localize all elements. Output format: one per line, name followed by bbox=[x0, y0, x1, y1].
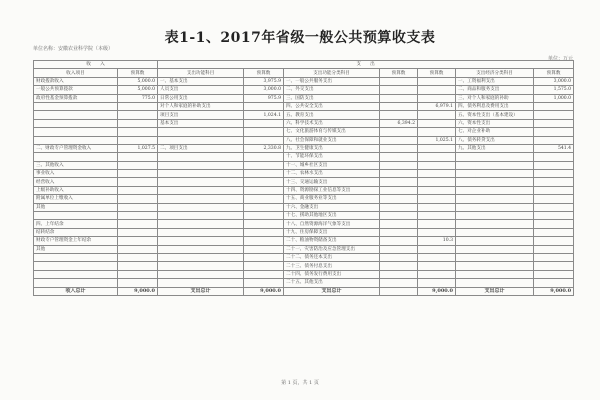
table-cell bbox=[118, 270, 158, 278]
table-cell bbox=[34, 279, 118, 287]
table-cell bbox=[244, 253, 284, 261]
table-cell: 541.4 bbox=[534, 144, 574, 152]
table-cell bbox=[118, 253, 158, 261]
table-cell bbox=[380, 203, 418, 211]
table-cell: 10.3 bbox=[418, 237, 456, 245]
table-cell: 四、债务利息及费用支出 bbox=[456, 102, 534, 110]
table-row bbox=[34, 144, 574, 152]
table-cell bbox=[380, 102, 418, 110]
table-cell: 七、对企业补助 bbox=[456, 128, 534, 136]
table-cell bbox=[244, 153, 284, 161]
col-exp-func-budget-2: 预算数 bbox=[418, 69, 456, 77]
table-cell: 二十二、债务还本支出 bbox=[284, 253, 380, 261]
table-cell bbox=[118, 195, 158, 203]
table-cell: 975.9 bbox=[244, 94, 284, 102]
table-cell bbox=[118, 153, 158, 161]
table-cell bbox=[244, 170, 284, 178]
table-row bbox=[34, 262, 574, 270]
col-exp-func: 支出功能分类科目 bbox=[284, 69, 380, 77]
table-cell bbox=[158, 262, 244, 270]
table-cell bbox=[380, 228, 418, 236]
table-cell bbox=[244, 102, 284, 110]
table-cell bbox=[418, 144, 456, 152]
table-cell bbox=[118, 203, 158, 211]
table-cell: 十五、商业服务业等支出 bbox=[284, 195, 380, 203]
table-cell: 附属单位上缴收入 bbox=[34, 195, 118, 203]
table-cell: 二十四、债务发行费用支出 bbox=[284, 270, 380, 278]
table-cell bbox=[418, 86, 456, 94]
table-cell bbox=[456, 195, 534, 203]
table-cell bbox=[456, 270, 534, 278]
table-cell bbox=[456, 220, 534, 228]
table-cell: 二十一、灾害防治及应急管理支出 bbox=[284, 245, 380, 253]
table-cell bbox=[456, 212, 534, 220]
table-cell: 日常公用支出 bbox=[158, 94, 244, 102]
table-cell bbox=[418, 195, 456, 203]
table-cell: 一般公共预算拨款 bbox=[34, 86, 118, 94]
table-cell bbox=[380, 94, 418, 102]
table-cell bbox=[418, 228, 456, 236]
table-cell bbox=[418, 119, 456, 127]
table-cell bbox=[456, 253, 534, 261]
table-cell: 775.0 bbox=[118, 94, 158, 102]
table-row bbox=[34, 161, 574, 169]
table-cell bbox=[244, 128, 284, 136]
table-cell bbox=[418, 270, 456, 278]
table-row bbox=[34, 86, 574, 94]
func-total-value: 9,000.0 bbox=[418, 287, 456, 295]
table-cell bbox=[158, 220, 244, 228]
gov-total-label: 支出总计 bbox=[456, 287, 534, 295]
table-row bbox=[34, 237, 574, 245]
table-row bbox=[34, 94, 574, 102]
table-cell bbox=[118, 128, 158, 136]
table-row bbox=[34, 178, 574, 186]
table-cell: 六、科学技术支出 bbox=[284, 119, 380, 127]
totals-row bbox=[34, 287, 574, 295]
table-cell bbox=[118, 136, 158, 144]
budget-table bbox=[33, 60, 574, 296]
table-cell bbox=[380, 86, 418, 94]
table-cell: 5,000.0 bbox=[118, 86, 158, 94]
table-cell bbox=[118, 161, 158, 169]
table-cell bbox=[418, 203, 456, 211]
table-cell bbox=[534, 279, 574, 287]
table-cell: 2,330.8 bbox=[244, 144, 284, 152]
table-cell: 6,979.1 bbox=[418, 102, 456, 110]
table-cell bbox=[534, 170, 574, 178]
table-cell bbox=[34, 119, 118, 127]
table-cell: 二十三、债务付息支出 bbox=[284, 262, 380, 270]
page-title: 表1-1、2017年省级一般公共预算收支表 bbox=[164, 30, 436, 46]
table-cell bbox=[34, 111, 118, 119]
table-cell bbox=[118, 212, 158, 220]
table-cell bbox=[456, 153, 534, 161]
table-cell bbox=[158, 170, 244, 178]
table-cell bbox=[158, 136, 244, 144]
table-cell bbox=[244, 212, 284, 220]
table-cell: 其他 bbox=[34, 203, 118, 211]
table-cell: 六、资本性支出 bbox=[456, 119, 534, 127]
table-cell: 1,000.0 bbox=[534, 94, 574, 102]
table-cell bbox=[158, 253, 244, 261]
table-cell: 5,000.0 bbox=[118, 77, 158, 85]
table-row bbox=[34, 111, 574, 119]
table-cell: 基本支出 bbox=[158, 119, 244, 127]
table-cell bbox=[418, 128, 456, 136]
table-cell bbox=[380, 253, 418, 261]
table-cell bbox=[534, 228, 574, 236]
table-cell bbox=[380, 262, 418, 270]
table-cell: 1,025.1 bbox=[418, 136, 456, 144]
table-cell: 一、工资福利支出 bbox=[456, 77, 534, 85]
gov-total-value: 9,000.0 bbox=[534, 287, 574, 295]
table-cell bbox=[244, 237, 284, 245]
table-cell bbox=[158, 178, 244, 186]
table-row bbox=[34, 119, 574, 127]
table-cell bbox=[118, 111, 158, 119]
table-cell bbox=[418, 212, 456, 220]
header-row-1 bbox=[34, 61, 574, 69]
table-cell bbox=[418, 153, 456, 161]
table-row bbox=[34, 270, 574, 278]
table-cell bbox=[244, 203, 284, 211]
table-row bbox=[34, 220, 574, 228]
table-cell bbox=[418, 77, 456, 85]
table-cell: 上级补助收入 bbox=[34, 186, 118, 194]
table-cell: 一、基本支出 bbox=[158, 77, 244, 85]
table-cell: 二十、粮油物资储备支出 bbox=[284, 237, 380, 245]
table-cell: 财政拨款收入 bbox=[34, 77, 118, 85]
table-cell bbox=[158, 237, 244, 245]
table-cell bbox=[244, 270, 284, 278]
table-cell bbox=[158, 195, 244, 203]
table-cell bbox=[244, 136, 284, 144]
table-cell bbox=[118, 178, 158, 186]
table-cell: 十六、金融支出 bbox=[284, 203, 380, 211]
table-cell: 二、外交支出 bbox=[284, 86, 380, 94]
table-cell: 一、一般公共服务支出 bbox=[284, 77, 380, 85]
exp-total-label: 支出总计 bbox=[158, 287, 244, 295]
table-cell bbox=[534, 136, 574, 144]
col-exp-func-budget: 预算数 bbox=[380, 69, 418, 77]
table-cell bbox=[244, 262, 284, 270]
table-cell: 事业收入 bbox=[34, 170, 118, 178]
table-cell bbox=[380, 170, 418, 178]
table-cell: 五、资本性支出（基本建设） bbox=[456, 111, 534, 119]
table-cell bbox=[456, 203, 534, 211]
table-cell bbox=[534, 128, 574, 136]
table-cell bbox=[158, 245, 244, 253]
table-cell: 四、公共安全支出 bbox=[284, 102, 380, 110]
table-cell bbox=[380, 212, 418, 220]
table-cell bbox=[380, 128, 418, 136]
table-cell: 1,575.0 bbox=[534, 86, 574, 94]
table-cell: 1,027.5 bbox=[118, 144, 158, 152]
table-cell bbox=[380, 220, 418, 228]
table-cell bbox=[34, 102, 118, 110]
table-cell bbox=[118, 228, 158, 236]
table-cell bbox=[456, 262, 534, 270]
table-cell bbox=[534, 111, 574, 119]
table-cell bbox=[456, 178, 534, 186]
income-header: 收 入 bbox=[34, 61, 158, 69]
table-cell bbox=[158, 203, 244, 211]
table-cell: 二十五、其他支出 bbox=[284, 279, 380, 287]
table-cell bbox=[534, 262, 574, 270]
table-cell: 1,024.1 bbox=[244, 111, 284, 119]
table-cell: 四、上年结余 bbox=[34, 220, 118, 228]
table-cell bbox=[380, 77, 418, 85]
table-cell bbox=[380, 153, 418, 161]
table-cell bbox=[418, 161, 456, 169]
table-row bbox=[34, 195, 574, 203]
table-cell bbox=[158, 161, 244, 169]
table-cell bbox=[158, 228, 244, 236]
table-cell bbox=[456, 228, 534, 236]
table-cell bbox=[418, 279, 456, 287]
table-cell bbox=[380, 195, 418, 203]
unit-label: 单位名称：安徽农业科学院（本级） bbox=[33, 46, 114, 52]
table-cell bbox=[456, 279, 534, 287]
table-cell bbox=[380, 161, 418, 169]
table-cell bbox=[534, 195, 574, 203]
table-row bbox=[34, 170, 574, 178]
table-cell bbox=[534, 102, 574, 110]
table-cell: 3,000.0 bbox=[534, 77, 574, 85]
table-cell bbox=[34, 153, 118, 161]
table-cell bbox=[534, 270, 574, 278]
table-cell bbox=[534, 153, 574, 161]
table-cell: 九、其他支出 bbox=[456, 144, 534, 152]
income-total-label: 收入总计 bbox=[34, 287, 118, 295]
table-cell bbox=[418, 186, 456, 194]
table-cell bbox=[380, 237, 418, 245]
table-cell bbox=[158, 270, 244, 278]
table-cell bbox=[244, 119, 284, 127]
money-unit: 单位：万元 bbox=[547, 56, 573, 62]
table-cell: 九、卫生健康支出 bbox=[284, 144, 380, 152]
page-footer: 第 1 页，共 1 页 bbox=[281, 380, 319, 386]
table-cell bbox=[34, 136, 118, 144]
exp-total-value: 9,000.0 bbox=[244, 287, 284, 295]
table-cell bbox=[244, 186, 284, 194]
table-cell: 十八、自然资源海洋气象等支出 bbox=[284, 220, 380, 228]
col-exp-gov: 支出经济分类科目 bbox=[456, 69, 534, 77]
table-cell bbox=[158, 153, 244, 161]
table-cell: 结转结余 bbox=[34, 228, 118, 236]
table-cell bbox=[534, 245, 574, 253]
func-total-label: 支出总计 bbox=[284, 287, 380, 295]
table-cell: 其他 bbox=[34, 245, 118, 253]
table-cell bbox=[534, 212, 574, 220]
table-cell bbox=[158, 186, 244, 194]
table-cell: 十四、资源勘探工业信息等支出 bbox=[284, 186, 380, 194]
table-cell bbox=[244, 245, 284, 253]
table-cell bbox=[418, 245, 456, 253]
table-cell bbox=[34, 253, 118, 261]
table-cell bbox=[118, 237, 158, 245]
col-exp-econ: 支出功能科目 bbox=[158, 69, 244, 77]
table-cell bbox=[244, 178, 284, 186]
table-cell bbox=[534, 253, 574, 261]
expense-header: 支 出 bbox=[158, 61, 574, 69]
table-cell bbox=[418, 94, 456, 102]
col-income-budget: 预算数 bbox=[118, 69, 158, 77]
table-cell: 项目支出 bbox=[158, 111, 244, 119]
table-cell bbox=[118, 220, 158, 228]
table-cell: 十七、援助其他地区支出 bbox=[284, 212, 380, 220]
table-cell bbox=[534, 119, 574, 127]
table-cell bbox=[244, 279, 284, 287]
table-cell: 五、教育支出 bbox=[284, 111, 380, 119]
table-cell: 十二、农林水支出 bbox=[284, 170, 380, 178]
table-cell: 3,000.0 bbox=[244, 86, 284, 94]
table-cell bbox=[534, 186, 574, 194]
table-cell bbox=[380, 279, 418, 287]
table-cell: 二、商品和服务支出 bbox=[456, 86, 534, 94]
table-cell: 财政专户管理资金上年结余 bbox=[34, 237, 118, 245]
table-cell: 二、项目支出 bbox=[158, 144, 244, 152]
table-cell: 三、对个人和家庭的补助 bbox=[456, 94, 534, 102]
table-cell: 十三、交通运输支出 bbox=[284, 178, 380, 186]
table-cell: 二、财政专户管理资金收入 bbox=[34, 144, 118, 152]
table-cell: 十九、住房保障支出 bbox=[284, 228, 380, 236]
table-row bbox=[34, 102, 574, 110]
table-cell: 经营收入 bbox=[34, 178, 118, 186]
table-row bbox=[34, 245, 574, 253]
table-cell bbox=[34, 128, 118, 136]
table-cell bbox=[456, 186, 534, 194]
table-row bbox=[34, 128, 574, 136]
table-cell bbox=[158, 212, 244, 220]
table-cell bbox=[418, 262, 456, 270]
table-cell bbox=[380, 178, 418, 186]
table-cell: 对个人和家庭的补助支出 bbox=[158, 102, 244, 110]
table-cell bbox=[456, 161, 534, 169]
table-cell bbox=[380, 111, 418, 119]
table-cell: 八、债务转贷支出 bbox=[456, 136, 534, 144]
table-cell: 政府性基金预算拨款 bbox=[34, 94, 118, 102]
table-cell: 3,975.9 bbox=[244, 77, 284, 85]
table-cell bbox=[380, 186, 418, 194]
table-cell: 三、国防支出 bbox=[284, 94, 380, 102]
table-row bbox=[34, 186, 574, 194]
table-cell bbox=[118, 262, 158, 270]
table-cell bbox=[34, 212, 118, 220]
table-cell bbox=[380, 245, 418, 253]
table-cell bbox=[380, 136, 418, 144]
table-cell bbox=[118, 245, 158, 253]
table-cell: 6,394.2 bbox=[380, 119, 418, 127]
table-cell bbox=[244, 195, 284, 203]
table-cell bbox=[118, 119, 158, 127]
table-cell bbox=[456, 245, 534, 253]
table-cell bbox=[244, 161, 284, 169]
table-cell bbox=[418, 220, 456, 228]
table-row bbox=[34, 253, 574, 261]
table-cell bbox=[534, 237, 574, 245]
table-cell bbox=[534, 161, 574, 169]
table-row bbox=[34, 279, 574, 287]
header-row-2 bbox=[34, 69, 574, 77]
table-cell bbox=[534, 203, 574, 211]
table-cell bbox=[118, 279, 158, 287]
table-cell bbox=[244, 220, 284, 228]
table-cell: 十、节能环保支出 bbox=[284, 153, 380, 161]
table-cell bbox=[34, 270, 118, 278]
col-income-item: 收入项目 bbox=[34, 69, 118, 77]
table-cell bbox=[380, 144, 418, 152]
income-total-value: 9,000.0 bbox=[118, 287, 158, 295]
table-cell: 三、其他收入 bbox=[34, 161, 118, 169]
table-cell bbox=[418, 111, 456, 119]
table-cell bbox=[118, 186, 158, 194]
table-cell bbox=[456, 170, 534, 178]
table-cell bbox=[418, 178, 456, 186]
table-cell: 七、文化旅游体育与传媒支出 bbox=[284, 128, 380, 136]
table-cell bbox=[118, 102, 158, 110]
table-cell: 八、社会保障和就业支出 bbox=[284, 136, 380, 144]
table-cell bbox=[456, 237, 534, 245]
table-cell bbox=[158, 279, 244, 287]
table-cell bbox=[418, 253, 456, 261]
table-row bbox=[34, 203, 574, 211]
table-cell bbox=[158, 128, 244, 136]
table-cell bbox=[534, 220, 574, 228]
table-cell bbox=[118, 170, 158, 178]
col-exp-econ-budget: 预算数 bbox=[244, 69, 284, 77]
table-cell bbox=[34, 262, 118, 270]
table-cell bbox=[534, 178, 574, 186]
table-cell: 十一、城乡社区支出 bbox=[284, 161, 380, 169]
col-exp-gov-budget: 预算数 bbox=[534, 69, 574, 77]
table-cell bbox=[418, 170, 456, 178]
table-row bbox=[34, 153, 574, 161]
table-cell bbox=[380, 270, 418, 278]
table-cell: 人员支出 bbox=[158, 86, 244, 94]
table-cell bbox=[244, 228, 284, 236]
table-row bbox=[34, 77, 574, 85]
table-row bbox=[34, 228, 574, 236]
table-row bbox=[34, 212, 574, 220]
table-row bbox=[34, 136, 574, 144]
